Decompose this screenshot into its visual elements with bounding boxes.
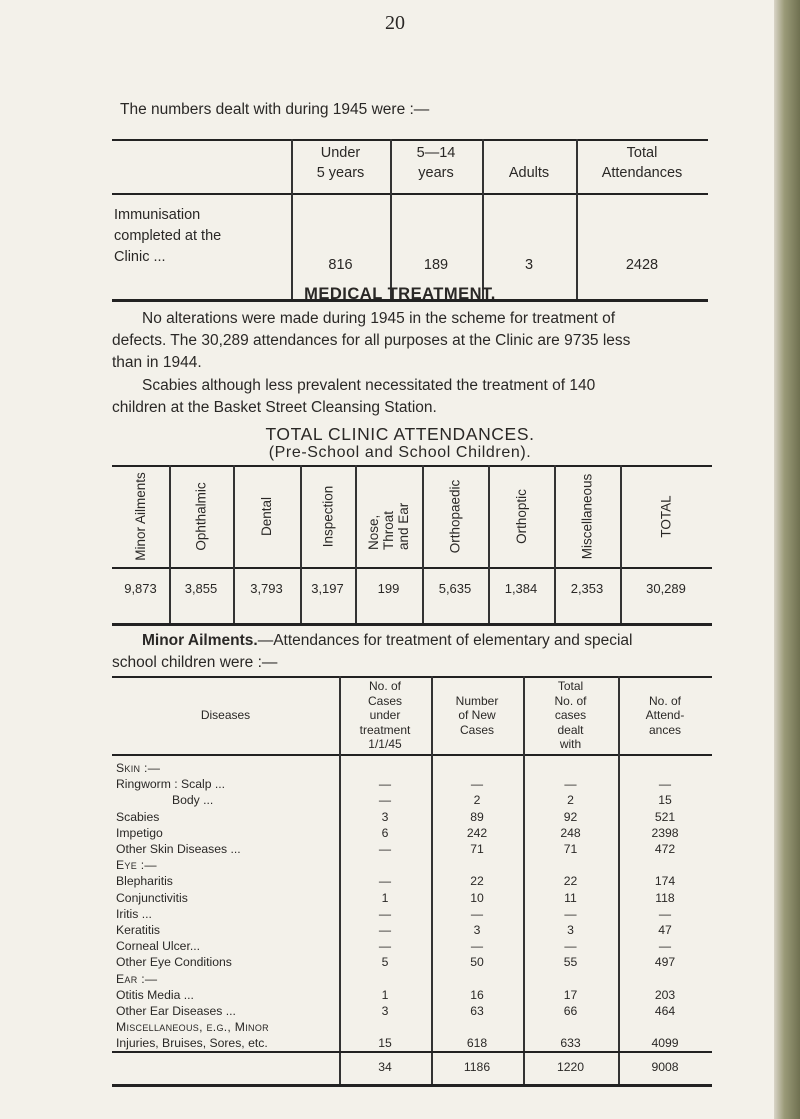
paragraph-line: children at the Basket Street Cleansing Station. — [112, 399, 437, 416]
table-cell: — — [378, 777, 392, 792]
header-orthoptic — [488, 470, 554, 562]
table-cell: — — [378, 939, 392, 954]
header-ophthalmic — [169, 470, 233, 562]
table-cell: 248 — [560, 825, 581, 840]
disease-label: Iritis ... — [116, 906, 152, 921]
medical-treatment-heading: MEDICAL TREATMENT. — [304, 285, 496, 303]
table-row — [112, 1036, 712, 1050]
table-row — [112, 891, 712, 905]
row-label-line: Clinic ... — [114, 249, 166, 265]
disease-label: Otitis Media ... — [116, 987, 194, 1002]
table-cell: 3 — [381, 1004, 389, 1018]
disease-label: Blepharitis — [116, 874, 173, 889]
table-cell: 11 — [564, 890, 577, 905]
header-new-cases: Number of New Cases — [455, 693, 499, 737]
table-cell: 71 — [470, 842, 484, 856]
paragraph-line: Scabies although less prevalent necessitated the treatment of 140 — [142, 377, 596, 394]
table-row — [112, 955, 712, 969]
value-inspection: 3,197 — [311, 581, 344, 596]
minor-ailments-heading: Minor Ailments. — [142, 632, 258, 649]
section-row — [112, 972, 712, 986]
table-cell: — — [378, 874, 392, 889]
table-cell: 2 — [567, 793, 574, 808]
table-cell: — — [470, 906, 484, 921]
table-cell: 55 — [563, 955, 578, 970]
header-diseases: Diseases — [200, 708, 251, 723]
header-under-5: Under 5 years — [316, 145, 365, 181]
page-number: 20 — [385, 12, 405, 34]
value-nose-throat-ear: 199 — [377, 581, 400, 596]
header-5-14: 5—14 years — [416, 145, 456, 181]
table-cell: 4099 — [651, 1036, 679, 1051]
value-ophthalmic: 3,855 — [184, 581, 218, 596]
table-row — [112, 988, 712, 1002]
clinic-table-title: TOTAL CLINIC ATTENDANCES. — [265, 424, 535, 444]
header-adults: Adults — [508, 165, 550, 181]
table-row — [112, 810, 712, 824]
table-cell: — — [378, 842, 392, 856]
table-header-rule — [112, 567, 712, 569]
table-cell: 50 — [470, 955, 484, 970]
header-text: Dental — [259, 496, 274, 536]
totals-rule — [112, 1051, 712, 1053]
clinic-attendance-table — [112, 465, 712, 626]
table-cell: 17 — [563, 987, 578, 1002]
table-cell: 2398 — [651, 825, 679, 840]
table-cell: 16 — [470, 987, 484, 1002]
intro-text: The numbers dealt with during 1945 were :— — [120, 101, 430, 118]
table-cell: — — [658, 777, 672, 792]
table-cell: 2 — [473, 793, 481, 808]
disease-label: Eye :— — [116, 858, 157, 873]
header-total-attendances: Total Attendances — [601, 145, 683, 181]
table-cell: 22 — [470, 874, 484, 889]
paragraph-line: No alterations were made during 1945 in the scheme for treatment of — [142, 310, 616, 327]
table-row — [112, 923, 712, 937]
disease-label: Skin :— — [116, 761, 161, 775]
disease-label: Corneal Ulcer... — [116, 939, 200, 954]
header-total-cases: Total No. of cases dealt with — [554, 679, 587, 752]
value-adults: 3 — [524, 257, 534, 273]
row-label-line: Immunisation — [114, 207, 201, 223]
table-row — [112, 842, 712, 856]
immunisation-table — [112, 139, 708, 302]
table-cell: 3 — [381, 809, 389, 824]
header-nose-throat-ear — [355, 470, 422, 562]
disease-label: Ringworm : Scalp ... — [116, 777, 226, 792]
table-top-rule — [112, 139, 708, 141]
medical-treatment-paragraph-2 — [112, 375, 712, 419]
table-row — [112, 907, 712, 921]
total-attendances: 9008 — [651, 1060, 679, 1074]
disease-label: Miscellaneous, e.g., Minor — [116, 1020, 269, 1035]
header-dental — [233, 470, 300, 562]
table-cell: 1 — [381, 987, 389, 1002]
table-cell: 63 — [470, 1004, 484, 1018]
table-cell: 618 — [466, 1036, 488, 1051]
table-cell: 22 — [563, 874, 578, 889]
table-cell: 71 — [563, 842, 578, 856]
value-total: 2428 — [625, 257, 659, 273]
disease-label: Ear :— — [116, 971, 158, 986]
total-new-cases: 1186 — [463, 1060, 491, 1074]
table-cell: 10 — [470, 890, 484, 905]
row-label-immunisation — [114, 205, 221, 268]
table-cell: 5 — [381, 955, 389, 970]
minor-ailments-text-2: school children were :— — [112, 654, 278, 671]
minor-ailments-text: —Attendances for treatment of elementary and special — [257, 632, 633, 649]
paragraph-line: than in 1944. — [112, 354, 202, 371]
disease-label: Body ... — [172, 793, 214, 808]
table-header-rule — [112, 754, 712, 756]
table-cell: 6 — [381, 825, 389, 840]
disease-label: Other Eye Conditions — [116, 955, 232, 970]
value-miscellaneous: 2,353 — [570, 581, 604, 596]
section-row — [112, 1020, 712, 1034]
disease-label: Injuries, Bruises, Sores, etc. — [116, 1036, 268, 1051]
table-cell: — — [564, 939, 577, 954]
disease-label: Other Skin Diseases ... — [116, 842, 241, 856]
value-5-14: 189 — [423, 257, 449, 273]
header-text: Ophthalmic — [193, 481, 209, 551]
total-cases-dealt: 1220 — [556, 1060, 585, 1074]
header-text: Miscellaneous — [579, 473, 595, 559]
header-text: TOTAL — [658, 494, 674, 538]
table-cell: 497 — [654, 955, 676, 970]
value-orthoptic: 1,384 — [504, 581, 538, 596]
table-cell: 3 — [473, 923, 481, 937]
table-cell: 1 — [381, 890, 389, 905]
table-cell: 89 — [470, 809, 484, 824]
paragraph-line: defects. The 30,289 attendances for all purposes at the Clinic are 9735 less — [112, 332, 631, 349]
section-row — [112, 858, 712, 872]
table-cell: 203 — [654, 987, 676, 1002]
value-dental: 3,793 — [250, 581, 283, 596]
table-cell: — — [470, 939, 484, 954]
table-cell: 47 — [658, 923, 672, 937]
page-edge-shadow — [774, 0, 800, 1119]
table-cell: 92 — [563, 809, 578, 824]
table-cell: — — [378, 906, 392, 921]
disease-label: Other Ear Diseases ... — [116, 1004, 236, 1018]
header-miscellaneous — [554, 470, 620, 562]
section-row — [112, 761, 712, 775]
header-orthopaedic — [422, 470, 488, 562]
header-text: Nose, Throat and Ear — [366, 502, 411, 550]
table-cell: — — [470, 777, 484, 792]
table-cell: 521 — [654, 809, 676, 824]
header-cases-under-treatment: No. of Cases under treatment 1/1/45 — [359, 679, 411, 752]
value-under-5: 816 — [328, 257, 353, 273]
table-cell: 15 — [658, 793, 672, 808]
table-cell: — — [378, 793, 392, 808]
disease-label: Impetigo — [116, 825, 163, 840]
table-bottom-rule — [112, 1084, 712, 1087]
clinic-table-subtitle: (Pre-School and School Children). — [268, 444, 532, 461]
header-text: Minor Ailments — [133, 471, 148, 561]
value-total: 30,289 — [646, 581, 686, 596]
diseases-table — [112, 676, 712, 1086]
table-cell: 633 — [560, 1036, 581, 1051]
header-attendances: No. of Attend- ances — [645, 693, 685, 737]
table-cell: 242 — [466, 825, 488, 840]
table-cell: 15 — [378, 1036, 392, 1051]
header-total — [620, 470, 712, 562]
table-top-rule — [112, 465, 712, 467]
table-cell: — — [564, 777, 577, 792]
totals-row — [112, 1060, 712, 1074]
medical-treatment-paragraph-1 — [112, 308, 712, 374]
table-cell: — — [564, 906, 577, 921]
minor-ailments-paragraph — [112, 630, 712, 674]
table-cell: 3 — [567, 923, 574, 937]
table-cell: 464 — [654, 1004, 676, 1018]
table-cell: 174 — [654, 874, 676, 889]
header-text: Inspection — [320, 485, 336, 547]
header-inspection — [300, 470, 355, 562]
header-minor-ailments — [112, 470, 169, 562]
value-minor-ailments: 9,873 — [124, 581, 157, 596]
table-cell: — — [658, 906, 672, 921]
total-cases-under-treatment: 34 — [378, 1060, 392, 1074]
table-cell: 118 — [655, 890, 675, 905]
table-header-rule — [112, 193, 708, 195]
table-cell: 66 — [563, 1004, 578, 1018]
disease-label: Conjunctivitis — [116, 890, 188, 905]
disease-label: Scabies — [116, 809, 160, 824]
table-cell: — — [378, 923, 392, 937]
disease-label: Keratitis — [116, 923, 161, 937]
table-row — [112, 874, 712, 888]
table-row — [112, 793, 712, 807]
table-cell: 472 — [654, 842, 676, 856]
table-cell: — — [658, 939, 672, 954]
table-row — [112, 826, 712, 840]
row-label-line: completed at the — [114, 228, 222, 244]
value-orthopaedic: 5,635 — [438, 581, 472, 596]
table-row — [112, 777, 712, 791]
table-row — [112, 939, 712, 953]
table-row — [112, 1004, 712, 1018]
header-text: Orthoptic — [513, 488, 529, 544]
header-text: Orthopaedic — [447, 479, 463, 553]
